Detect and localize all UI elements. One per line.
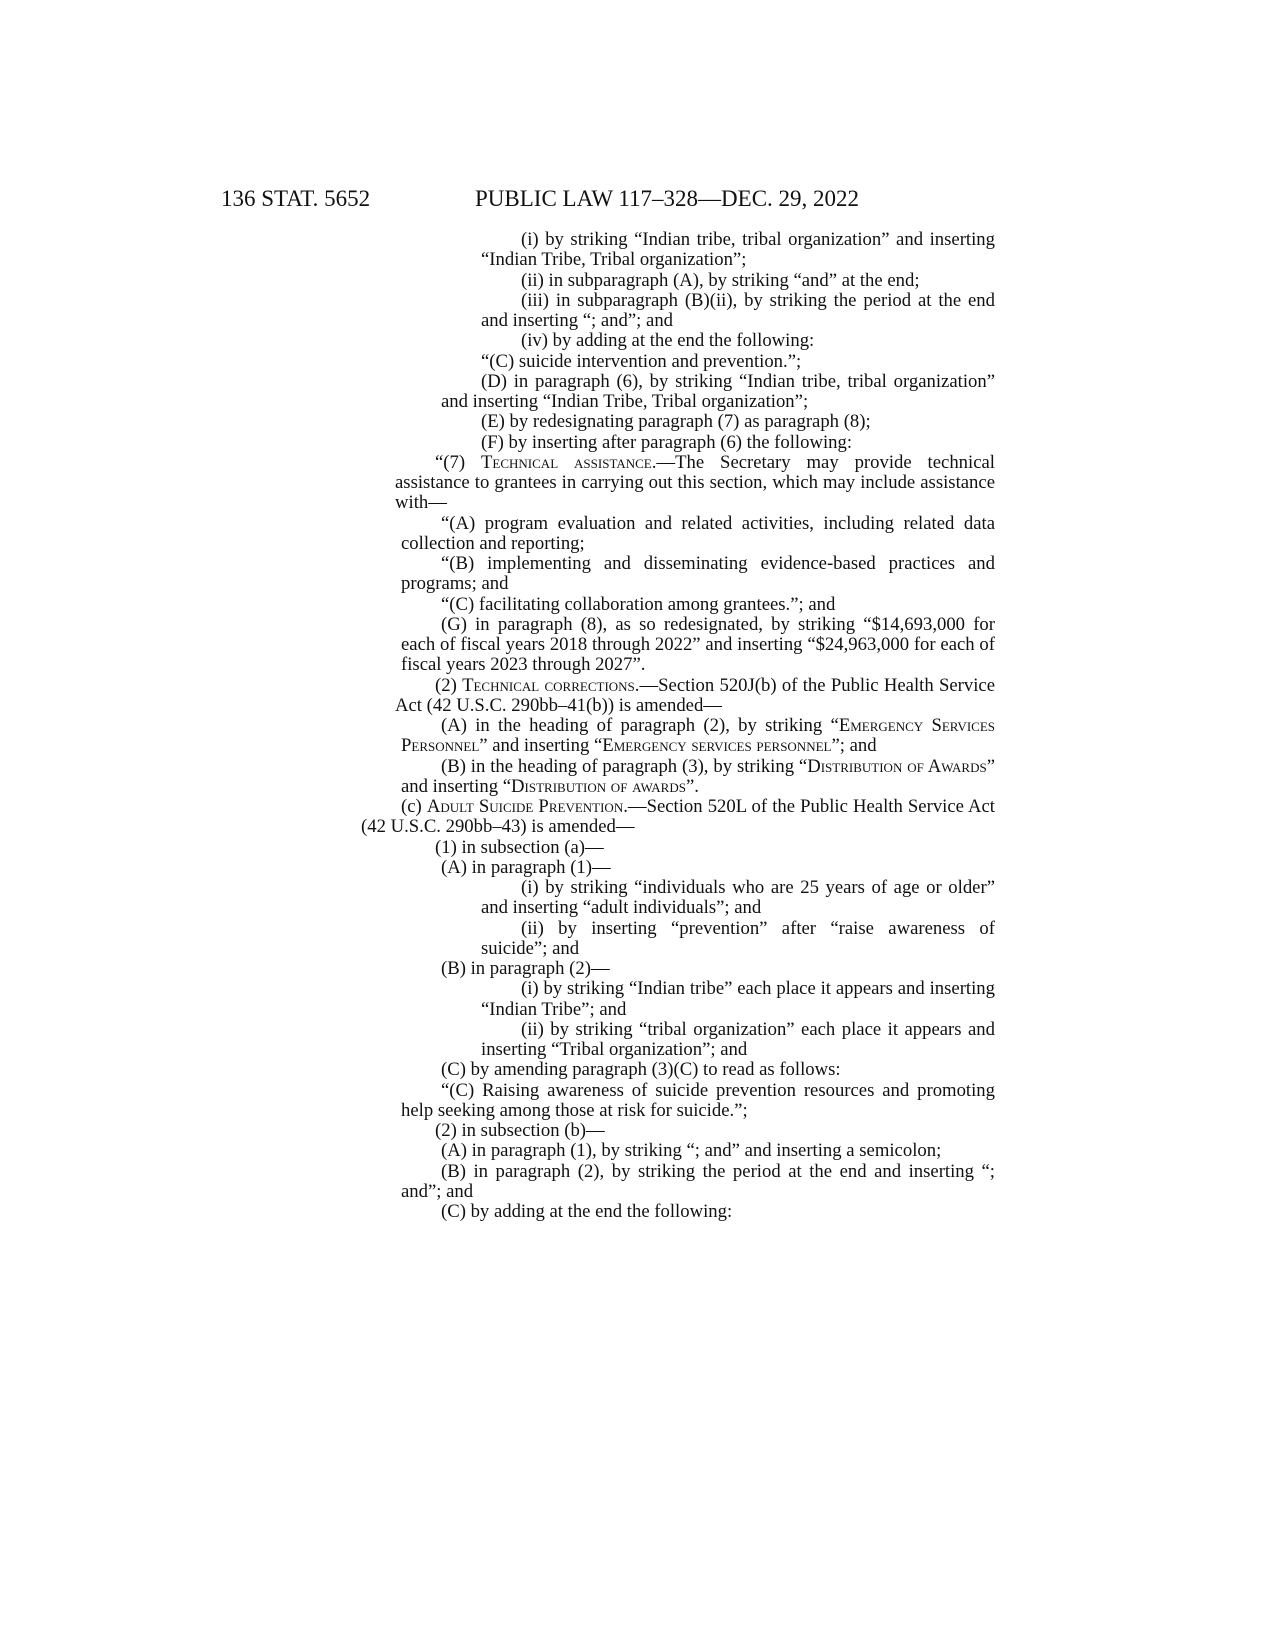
clause-ii-tribal-organization: (ii) by striking “tribal organization” each place it appears and inserting “Tribal organization”; and bbox=[481, 1018, 995, 1060]
subparagraph-f: (F) by inserting after paragraph (6) the following: bbox=[481, 431, 853, 453]
clause-ii: (ii) in subparagraph (A), by striking “and” at the end; bbox=[521, 269, 920, 291]
subsection-b-item: (2) in subsection (b)— bbox=[435, 1120, 605, 1141]
document-body bbox=[361, 229, 996, 1222]
subsection-b-c: (C) by adding at the end the following: bbox=[441, 1201, 733, 1222]
subparagraph-e: (E) by redesignating paragraph (7) as paragraph (8); bbox=[481, 411, 871, 433]
clause-ii-prevention: (ii) by inserting “prevention” after “raise awareness of suicide”; and bbox=[481, 917, 995, 959]
correction-a: (A) in the heading of paragraph (2), by striking “Emergency Services Personnel” and inserting “Emergency services personnel”; and bbox=[401, 715, 995, 757]
clause-i-indian-tribe: (i) by striking “Indian tribe” each place it appears and inserting “Indian Tribe”; and bbox=[481, 978, 995, 1020]
statute-page-number: 136 STAT. 5652 bbox=[221, 186, 371, 211]
subparagraph-d: (D) in paragraph (6), by striking “Indian tribe, tribal organization” and inserting “Indian Tribe, Tribal organization”; bbox=[441, 370, 995, 412]
subsection-a-item: (1) in subsection (a)— bbox=[435, 836, 604, 858]
technical-assistance-paragraph: “(7) Technical assistance.—The Secretary may provide technical assistance to grantees in carrying out this section, which may include assistance with— bbox=[395, 451, 996, 514]
adult-suicide-prevention-section: (c) Adult Suicide Prevention.—Section 520L of the Public Health Service Act (42 U.S.C. 290bb–43) is amended— bbox=[361, 796, 995, 838]
inserted-subparagraph-c: “(C) suicide intervention and prevention.”; bbox=[481, 350, 802, 372]
subsection-b-b: (B) in paragraph (2), by striking the period at the end and inserting “; and”; and bbox=[401, 1160, 995, 1202]
paragraph-2-item: (B) in paragraph (2)— bbox=[441, 958, 610, 979]
raising-awareness-text: “(C) Raising awareness of suicide prevention resources and promoting help seeking among those at risk for suicide.”; bbox=[401, 1079, 995, 1121]
paragraph-1-item: (A) in paragraph (1)— bbox=[441, 856, 611, 878]
subsection-b-a: (A) in paragraph (1), by striking “; and” and inserting a semicolon; bbox=[441, 1140, 942, 1162]
clause-iii: (iii) in subparagraph (B)(ii), by striking the period at the end and inserting “; and”; and bbox=[481, 289, 995, 331]
clause-iv: (iv) by adding at the end the following: bbox=[521, 330, 815, 352]
inserted-item-b: “(B) implementing and disseminating evidence-based practices and programs; and bbox=[401, 553, 995, 595]
clause-i-individuals: (i) by striking “individuals who are 25 years of age or older” and inserting “adult individuals”; and bbox=[481, 877, 995, 919]
inserted-item-a: “(A) program evaluation and related activities, including related data collection and reporting; bbox=[401, 512, 995, 554]
running-header-title: PUBLIC LAW 117–328—DEC. 29, 2022 bbox=[475, 186, 860, 211]
paragraph-3c-item: (C) by amending paragraph (3)(C) to read as follows: bbox=[441, 1059, 841, 1081]
inserted-item-c: “(C) facilitating collaboration among grantees.”; and bbox=[441, 593, 836, 615]
technical-corrections-paragraph: (2) Technical corrections.—Section 520J(b) of the Public Health Service Act (42 U.S.C. 290bb–41(b)) is amended— bbox=[395, 674, 996, 716]
correction-b: (B) in the heading of paragraph (3), by striking “Distribution of Awards” and inserting “Distribution of awards”. bbox=[401, 755, 995, 797]
subparagraph-g: (G) in paragraph (8), as so redesignated, by striking “$14,693,000 for each of fiscal years 2018 through 2022” and inserting “$24,963,000 for each of fiscal years 2023 through 2027”. bbox=[401, 613, 995, 676]
clause-i: (i) by striking “Indian tribe, tribal organization” and inserting “Indian Tribe, Tribal organization”; bbox=[481, 229, 995, 271]
